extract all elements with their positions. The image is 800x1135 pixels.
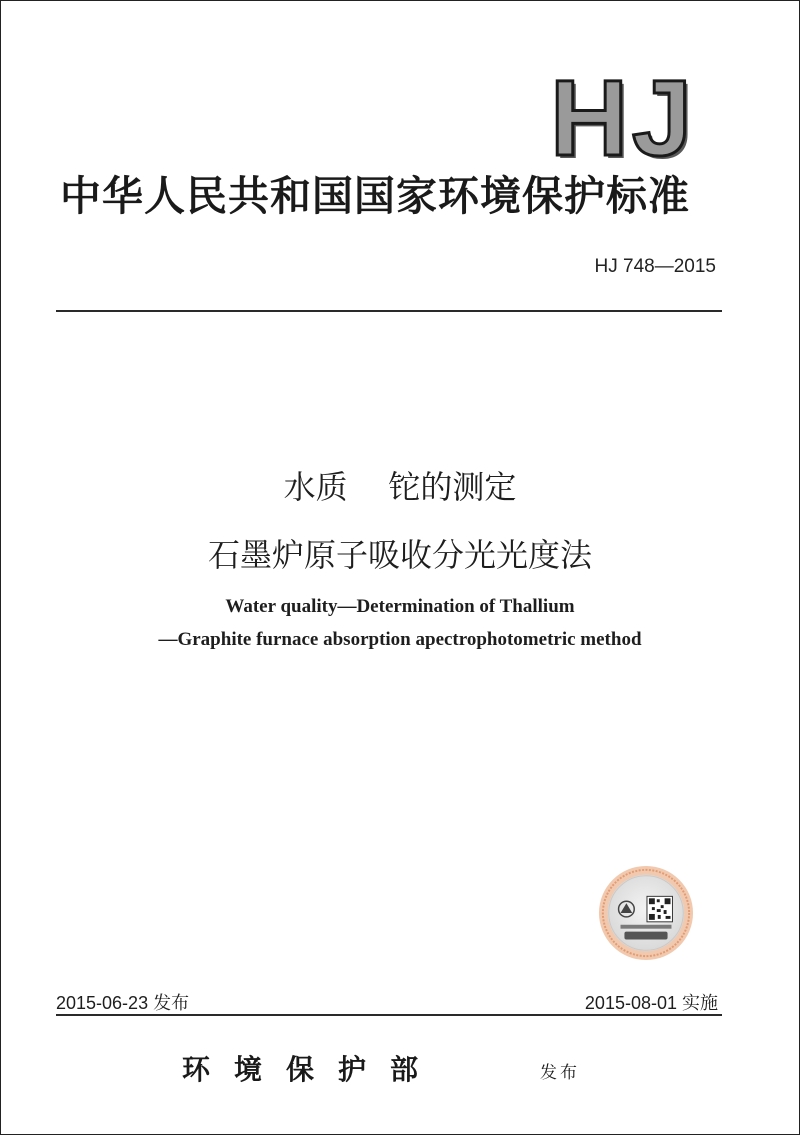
title-en-line-2: —Graphite furnace absorption apectrophotometric method xyxy=(158,629,642,650)
title-en-line-1: Water quality—Determination of Thallium xyxy=(225,596,575,617)
publisher-suffix: 发布 xyxy=(540,1063,580,1083)
bottom-divider xyxy=(56,1014,722,1016)
standard-number: HJ 748—2015 xyxy=(594,256,716,277)
top-divider xyxy=(56,310,722,312)
anti-counterfeit-seal-icon xyxy=(597,864,695,962)
title-cn-line-1: 水质 铊的测定 xyxy=(283,468,517,506)
hj-logo: HJ xyxy=(549,57,696,178)
standard-category-title: 中华人民共和国国家环境保护标准 xyxy=(60,172,690,220)
issue-date: 2015-06-23 发布 xyxy=(56,993,190,1013)
title-cn-line-2: 石墨炉原子吸收分光光度法 xyxy=(207,536,592,574)
implement-date: 2015-08-01 实施 xyxy=(584,993,718,1013)
publisher-name: 环境保护部 xyxy=(182,1053,443,1086)
